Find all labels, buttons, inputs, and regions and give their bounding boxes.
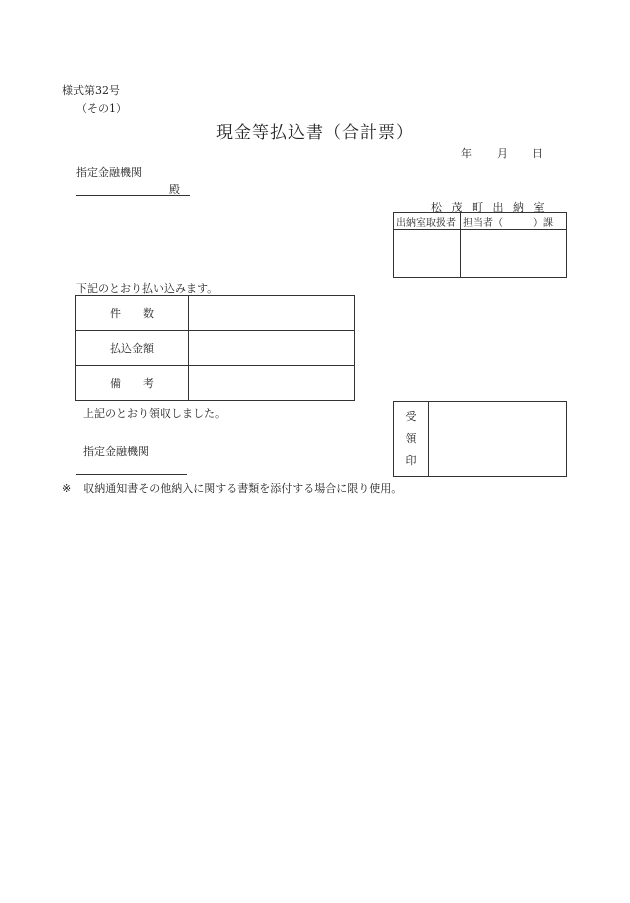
row-label-amount: 払込金額 bbox=[76, 331, 189, 366]
date-day-label: 日 bbox=[532, 147, 543, 160]
office-person-stamp-cell[interactable] bbox=[461, 230, 567, 278]
recipient-name-line[interactable] bbox=[76, 181, 190, 196]
office-handler-stamp-cell[interactable] bbox=[394, 230, 461, 278]
stamp-char: 印 bbox=[405, 454, 417, 467]
row-value-amount[interactable] bbox=[189, 331, 355, 366]
table-row bbox=[76, 296, 355, 331]
recipient-org: 指定金融機関 bbox=[76, 166, 142, 179]
receipt-stamp-cell[interactable] bbox=[429, 402, 567, 477]
recipient-honorific: 殿 bbox=[169, 183, 180, 196]
row-value-remarks[interactable] bbox=[189, 366, 355, 401]
footnote bbox=[62, 480, 402, 496]
payment-table bbox=[75, 295, 355, 401]
office-col-person: 担当者（ ）課 bbox=[461, 213, 567, 230]
receipt-org: 指定金融機関 bbox=[83, 445, 149, 458]
receipt-stamp-table bbox=[393, 401, 567, 477]
row-label-remarks: 備 考 bbox=[76, 366, 189, 401]
office-stamp-table bbox=[393, 212, 567, 278]
receipt-stamp-label bbox=[394, 402, 429, 477]
date-year-label: 年 bbox=[461, 147, 472, 160]
table-row bbox=[76, 366, 355, 401]
date-month-label: 月 bbox=[497, 147, 508, 160]
row-label-count: 件 数 bbox=[76, 296, 189, 331]
table-row bbox=[76, 331, 355, 366]
note-mark: ※ bbox=[62, 482, 72, 495]
intro-text: 下記のとおり払い込みます。 bbox=[76, 282, 219, 295]
page-title: 現金等払込書（合計票） bbox=[216, 123, 414, 143]
form-subnumber: （その1） bbox=[76, 102, 127, 115]
office-title: 松 茂 町 出 納 室 bbox=[431, 201, 548, 214]
stamp-char: 受 bbox=[405, 410, 417, 423]
form-number: 様式第32号 bbox=[62, 84, 120, 97]
stamp-char: 領 bbox=[405, 432, 417, 445]
receipt-text: 上記のとおり領収しました。 bbox=[83, 407, 226, 420]
office-col-handler: 出納室取扱者 bbox=[394, 213, 461, 230]
receipt-signature-line[interactable] bbox=[76, 474, 187, 475]
row-value-count[interactable] bbox=[189, 296, 355, 331]
note-text: 収納通知書その他納入に関する書類を添付する場合に限り使用。 bbox=[83, 482, 403, 495]
